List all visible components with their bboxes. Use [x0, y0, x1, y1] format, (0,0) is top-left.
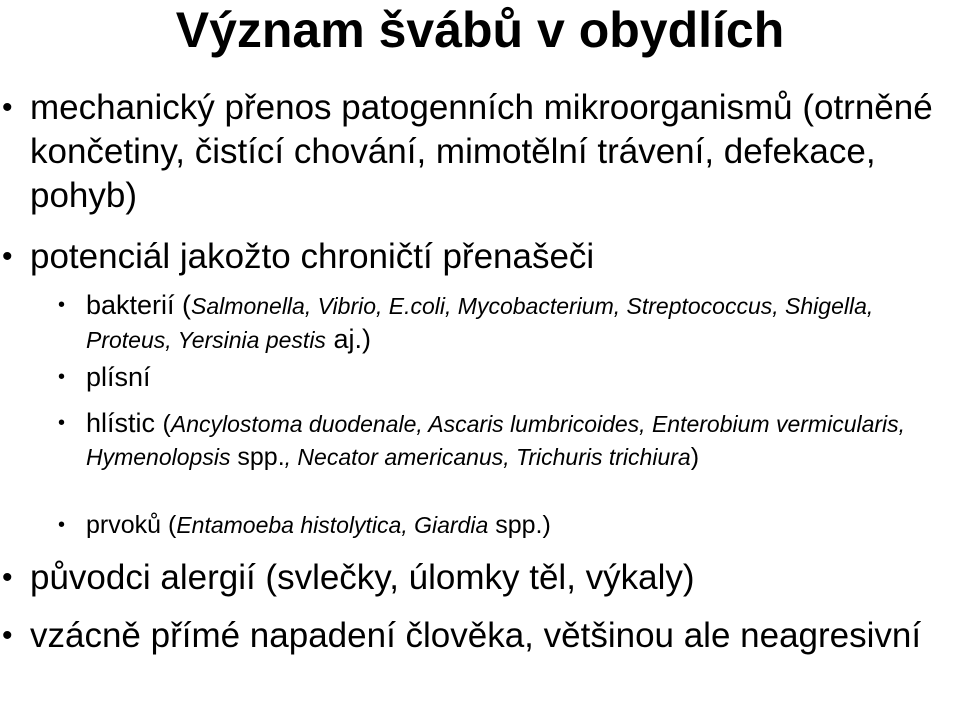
bullet-dot-icon: •	[58, 514, 66, 536]
sub-bullet-protozoa	[58, 509, 958, 542]
sub-bullet-tail: aj.)	[325, 324, 371, 354]
bullet-text: mechanický přenos patogenních mikroorganismů (otrněné končetiny, čistící chování, mimotělní trávení, defekace, pohyb)	[30, 88, 933, 215]
sub-bullet-molds	[58, 361, 958, 394]
bullet-dot-icon: •	[58, 294, 66, 316]
bullet-item-transmission	[2, 86, 950, 218]
bullet-dot-icon: •	[2, 561, 13, 594]
species-list: Entamoeba histolytica, Giardia	[176, 512, 489, 538]
sub-bullet-tail: )	[690, 443, 700, 471]
bullet-dot-icon: •	[58, 366, 66, 388]
species-list-cont: , Necator americanus, Trichuris trichiura	[284, 444, 691, 470]
sub-bullet-lead: hlístic	[86, 408, 163, 438]
species-list: Ancylostoma duodenale, Ascaris lumbricoides, Enterobium vermicularis, Hymenolopsis	[86, 411, 906, 470]
slide-title: Význam švábů v obydlích	[175, 2, 785, 58]
species-list: Salmonella, Vibrio, E.coli, Mycobacterium, Streptococcus, Shigella, Proteus, Yersinia pestis	[86, 293, 874, 353]
bullet-item-carriers	[2, 235, 950, 279]
sub-bullet-lead: prvoků (	[86, 511, 177, 539]
bullet-dot-icon: •	[2, 240, 13, 273]
bullet-item-attack	[2, 614, 950, 658]
bullet-dot-icon: •	[58, 412, 66, 434]
bullet-dot-icon: •	[2, 91, 13, 124]
bullet-text: vzácně přímé napadení člověka, většinou ale neagresivní	[30, 616, 922, 655]
sub-bullet-bacteria	[58, 289, 958, 357]
bullet-text: původci alergií (svlečky, úlomky těl, výkaly)	[30, 558, 695, 597]
bullet-text: potenciál jakožto chroničtí přenašeči	[30, 237, 595, 276]
bullet-dot-icon: •	[2, 619, 13, 652]
sub-bullet-lead: bakterií (	[86, 290, 192, 320]
spp-text: spp.	[230, 443, 285, 471]
sub-bullet-tail: spp.)	[488, 511, 551, 539]
sub-bullet-nematodes	[58, 407, 958, 474]
paren-open: (	[162, 410, 171, 438]
bullet-item-allergens	[2, 556, 950, 600]
sub-bullet-lead: plísní	[86, 362, 151, 392]
